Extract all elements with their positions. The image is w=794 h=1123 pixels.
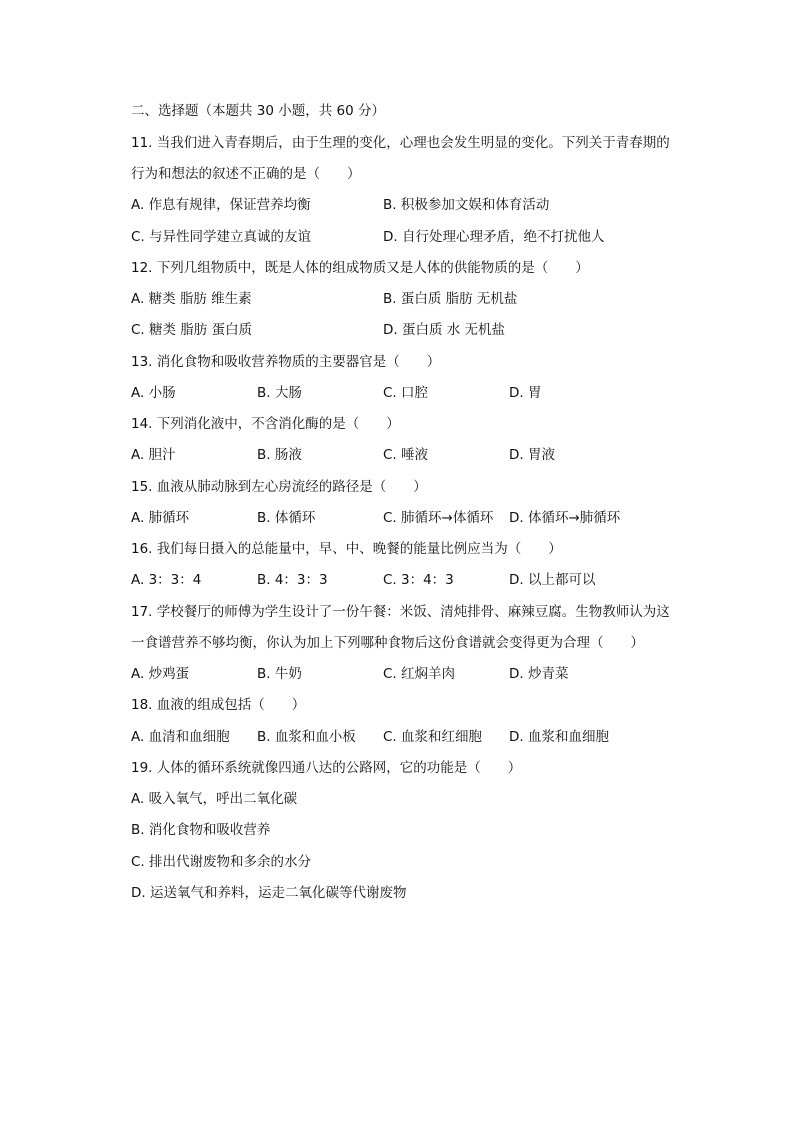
question-13-option-d: D. 胃 [509,385,542,401]
question-15-option-c: C. 肺循环→体循环 [383,510,494,526]
question-17-option-c: C. 红焖羊肉 [383,666,456,682]
question-15-option-b: B. 体循环 [257,510,316,526]
question-11-stem-line-2: 行为和想法的叙述不正确的是（ ） [131,166,361,182]
section-heading: 二、选择题（本题共 30 小题，共 60 分） [131,103,386,119]
question-15-stem: 15. 血液从肺动脉到左心房流经的路径是（ ） [131,479,427,495]
question-12-option-b: B. 蛋白质 脂肪 无机盐 [383,291,518,307]
question-17-option-d: D. 炒青菜 [509,666,569,682]
question-13-option-b: B. 大肠 [257,385,302,401]
question-13-option-c: C. 口腔 [383,385,429,401]
question-19-option-b: B. 消化食物和吸收营养 [131,822,271,838]
question-17-option-a: A. 炒鸡蛋 [131,666,190,682]
question-14-option-d: D. 胃液 [509,447,555,463]
question-19-stem: 19. 人体的循环系统就像四通八达的公路网，它的功能是（ ） [131,760,522,776]
question-16-option-c: C. 3：4：3 [383,572,454,588]
question-11-option-d: D. 自行处理心理矛盾，绝不打扰他人 [383,229,605,245]
question-14-option-a: A. 胆汁 [131,447,176,463]
question-12-stem: 12. 下列几组物质中，既是人体的组成物质又是人体的供能物质的是（ ） [131,260,589,276]
question-19-option-d: D. 运送氧气和养料，运走二氧化碳等代谢废物 [131,885,407,901]
question-18-option-b: B. 血浆和血小板 [257,729,356,745]
question-18-stem: 18. 血液的组成包括（ ） [131,697,306,713]
question-11-stem-line-1: 11. 当我们进入青春期后，由于生理的变化，心理也会发生明显的变化。下列关于青春期的 [131,135,670,151]
question-15-option-a: A. 肺循环 [131,510,190,526]
question-14-stem: 14. 下列消化液中，不含消化酶的是（ ） [131,416,400,432]
question-16-option-d: D. 以上都可以 [509,572,596,588]
question-14-option-c: C. 唾液 [383,447,429,463]
question-15-option-d: D. 体循环→肺循环 [509,510,621,526]
question-11-option-b: B. 积极参加文娱和体育活动 [383,197,550,213]
question-11-option-a: A. 作息有规律，保证营养均衡 [131,197,311,213]
question-12-option-d: D. 蛋白质 水 无机盐 [383,322,506,338]
question-12-option-a: A. 糖类 脂肪 维生素 [131,291,252,307]
question-17-option-b: B. 牛奶 [257,666,302,682]
question-16-stem: 16. 我们每日摄入的总能量中，早、中、晚餐的能量比例应当为（ ） [131,541,562,557]
question-18-option-c: C. 血浆和红细胞 [383,729,483,745]
question-17-stem-line-2: 一食谱营养不够均衡，你认为加上下列哪种食物后这份食谱就会变得更为合理（ ） [131,635,644,651]
question-13-option-a: A. 小肠 [131,385,176,401]
question-18-option-d: D. 血浆和血细胞 [509,729,609,745]
question-16-option-a: A. 3：3：4 [131,572,202,588]
question-18-option-a: A. 血清和血细胞 [131,729,230,745]
question-13-stem: 13. 消化食物和吸收营养物质的主要器官是（ ） [131,354,441,370]
question-16-option-b: B. 4：3：3 [257,572,328,588]
question-14-option-b: B. 肠液 [257,447,302,463]
question-12-option-c: C. 糖类 脂肪 蛋白质 [131,322,253,338]
question-11-option-c: C. 与异性同学建立真诚的友谊 [131,229,312,245]
question-19-option-a: A. 吸入氧气，呼出二氧化碳 [131,791,298,807]
question-19-option-c: C. 排出代谢废物和多余的水分 [131,854,312,870]
question-17-stem-line-1: 17. 学校餐厅的师傅为学生设计了一份午餐：米饭、清炖排骨、麻辣豆腐。生物教师认为这 [131,604,670,620]
